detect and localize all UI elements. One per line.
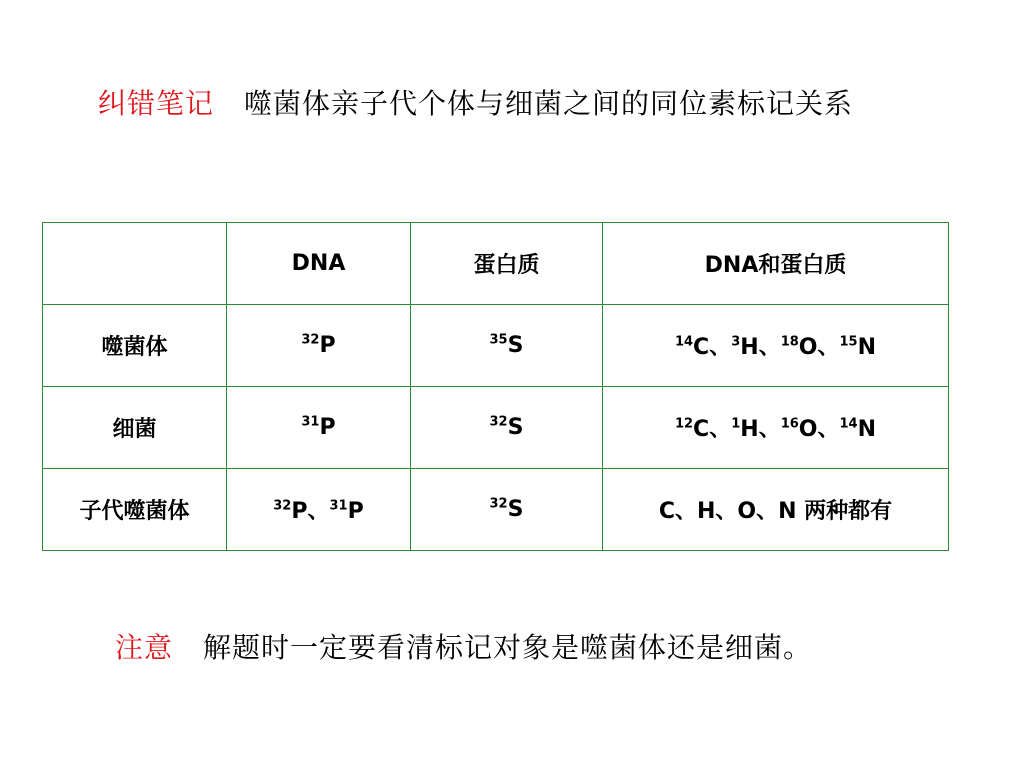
table-corner-cell [43, 223, 227, 305]
mass-number: 35 [489, 332, 508, 348]
table-row [43, 305, 949, 387]
mass-number: 14 [674, 334, 694, 350]
header-dna: DNA [227, 223, 411, 305]
separator: 、 [817, 335, 840, 360]
element-symbol: P [291, 499, 308, 524]
heading-text: 噬菌体亲子代个体与细菌之间的同位素标记关系 [244, 87, 854, 120]
row-label-progeny-phage: 子代噬菌体 [43, 469, 227, 551]
cell-dna [227, 387, 411, 469]
element-symbol: H [740, 417, 759, 442]
cell-dna-and-protein: C、H、O、N 两种都有 [603, 469, 949, 551]
header-protein: 蛋白质 [411, 223, 603, 305]
heading-label: 纠错笔记 [98, 87, 215, 120]
mass-number: 32 [301, 332, 320, 348]
mass-number: 3 [731, 334, 741, 350]
row-label-phage: 噬菌体 [43, 305, 227, 387]
element-symbol: S [507, 415, 524, 440]
element-symbol: H [740, 335, 759, 360]
separator: 、 [307, 499, 330, 524]
mass-number: 32 [489, 496, 508, 512]
element-symbol: N [857, 417, 877, 442]
element-symbol: O [798, 335, 818, 360]
element-symbol: O [798, 417, 818, 442]
mass-number: 31 [329, 498, 348, 514]
separator: 、 [758, 417, 781, 442]
mass-number: 31 [301, 414, 320, 430]
separator: 、 [709, 335, 732, 360]
mass-number: 14 [839, 416, 858, 432]
isotope-table [42, 222, 949, 551]
mass-number: 1 [731, 416, 741, 432]
separator: 、 [709, 417, 732, 442]
table-row [43, 469, 949, 551]
element-symbol: S [507, 333, 524, 358]
element-symbol: P [319, 333, 336, 358]
element-symbol: N [857, 335, 877, 360]
cell-dna-and-protein [603, 387, 949, 469]
cell-dna [227, 469, 411, 551]
element-symbol: P [319, 415, 336, 440]
cell-dna-and-protein [603, 305, 949, 387]
separator: 、 [817, 417, 840, 442]
separator: 、 [758, 335, 781, 360]
mass-number: 32 [273, 498, 292, 514]
cell-protein [411, 305, 603, 387]
heading [32, 80, 972, 128]
note-label: 注意 [115, 631, 174, 664]
element-symbol: C [693, 335, 710, 360]
cell-dna [227, 305, 411, 387]
element-symbol: C [693, 417, 710, 442]
note-text: 解题时一定要看清标记对象是噬菌体还是细菌。 [203, 631, 813, 664]
mass-number: 32 [489, 414, 508, 430]
row-label-bacteria: 细菌 [43, 387, 227, 469]
cell-protein [411, 469, 603, 551]
mass-number: 12 [674, 416, 694, 432]
table-row [43, 387, 949, 469]
element-symbol: S [507, 497, 524, 522]
mass-number: 15 [839, 334, 858, 350]
cell-protein [411, 387, 603, 469]
mass-number: 18 [780, 334, 799, 350]
mass-number: 16 [780, 416, 799, 432]
element-symbol: P [347, 499, 364, 524]
note [115, 624, 812, 672]
table-header-row [43, 223, 949, 305]
header-dna-and-protein: DNA和蛋白质 [603, 223, 949, 305]
